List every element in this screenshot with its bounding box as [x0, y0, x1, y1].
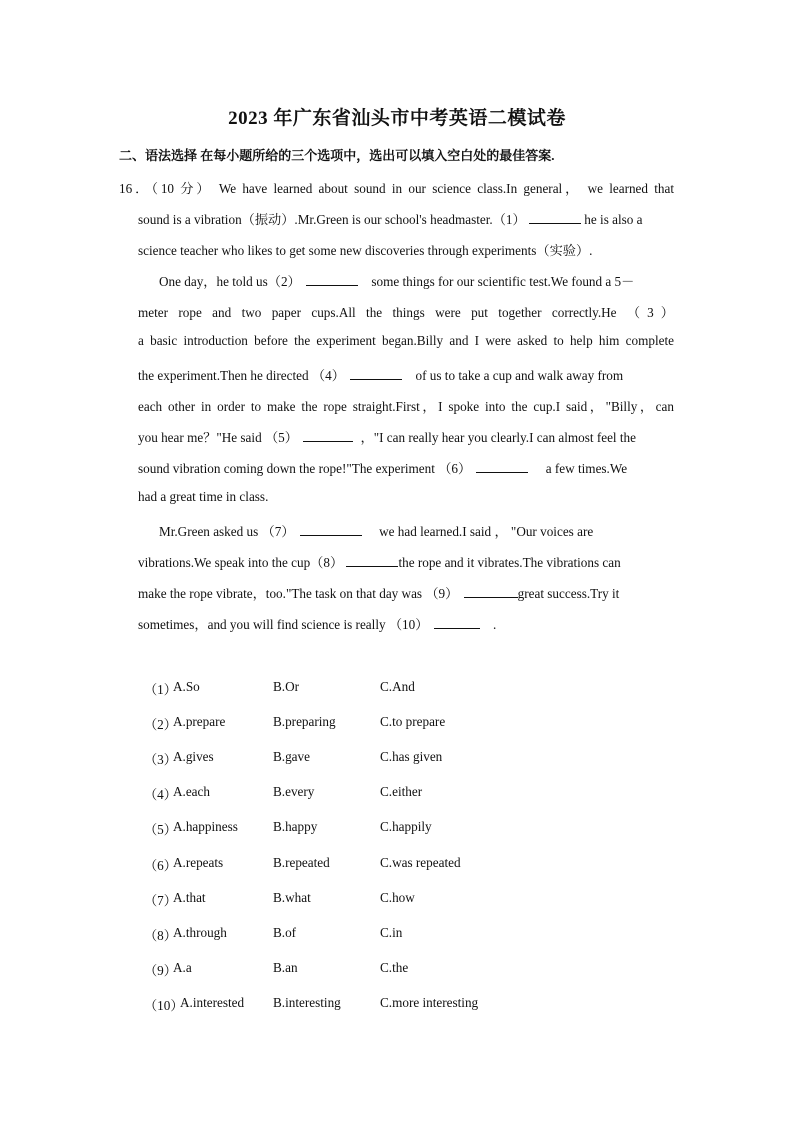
section-heading: 二、语法选择 在每小题所给的三个选项中，选出可以填入空白处的最佳答案. [119, 148, 555, 163]
answer-blank-6[interactable] [476, 460, 528, 473]
option-a[interactable]: A.each [173, 784, 210, 799]
option-b[interactable]: B.repeated [273, 855, 330, 870]
option-a[interactable]: A.happiness [173, 819, 238, 834]
passage-line: sound vibration coming down the rope!"The experiment （6） a few times.We [138, 461, 628, 476]
passage-line: had a great time in class. [138, 489, 269, 504]
answer-blank-8[interactable] [346, 554, 398, 567]
passage-line: you hear me？"He said （5） ，"I can really hear you clearly.I can almost feel the [138, 430, 636, 445]
answer-blank-10[interactable] [434, 616, 480, 629]
option-b[interactable]: B.gave [273, 749, 310, 764]
option-b[interactable]: B.Or [273, 679, 300, 694]
option-a[interactable]: A.that [173, 890, 206, 905]
passage-line: meter rope and two paper cups.All the things were put together correctly.He （3） [138, 305, 674, 320]
exam-page: 2023 年广东省汕头市中考英语二模试卷 二、语法选择 在每小题所给的三个选项中，选出可以填入空白处的最佳答案. 16．（10 分） We have learned about sound in our science class.In general， we learned that sound is a vibration（振动）.Mr.Green is our school's headmaster.（1） he is also a science teacher who likes to get some new discoveries through experiments（实验）. One day，he told us（2） some things for our scientific test.We found a 5－ meter rope and two paper cups.All the things were put together correctly.He （3） a basic introduction before the experiment began.Billy and I were asked to help him complete the experiment.Then he directed （4） of us to take a cup and walk away from each other in order to make the rope straight.First，I spoke into the cup.I said，"Billy，can you hear me？"He said （5） ，"I can really hear you clearly.I can almost feel the sound vibration coming down the rope!"The experiment （6） a few times.We had a great time in class. Mr.Green asked us （7） we had learned.I said ， "Our voices are vibrations.We speak into the cup（8） the rope and it vibrates.The vibrations can make the rope vibrate，too."The task on that day was （9） great success.Try it sometimes，and you will find science is really （10） . （1） A.So B.Or C.And （2） A.prepare B.preparing C.to prepare （3） A.gives B.gave C.has given （4） A.each B.every C.either （5） A.happiness B.happy C.happily （6） A.repeats B.repeated C.was repeated （7） A.that B.what C.how （8） A.through B.of C.in （9） A.a B.an C.the （10） A.interested B.interesting C.more interesting [0, 0, 794, 1123]
page-title: 2023 年广东省汕头市中考英语二模试卷 [228, 108, 566, 129]
passage-line: make the rope vibrate，too."The task on that day was （9） great success.Try it [138, 586, 620, 601]
option-a[interactable]: A.repeats [173, 855, 224, 870]
option-c[interactable]: C.And [380, 679, 415, 694]
answer-blank-7[interactable] [300, 523, 362, 536]
passage-line: science teacher who likes to get some new discoveries through experiments（实验）. [138, 243, 593, 258]
option-a[interactable]: A.So [173, 679, 200, 694]
answer-blank-1[interactable] [529, 211, 581, 224]
option-c[interactable]: C.how [380, 890, 415, 905]
option-c[interactable]: C.in [380, 925, 403, 940]
option-b[interactable]: B.every [273, 784, 315, 799]
answer-blank-5[interactable] [303, 429, 353, 442]
option-c[interactable]: C.was repeated [380, 855, 461, 870]
option-a[interactable]: A.gives [173, 749, 214, 764]
option-b[interactable]: B.happy [273, 819, 318, 834]
answer-blank-2[interactable] [306, 273, 358, 286]
passage-line: a basic introduction before the experiment began.Billy and I were asked to help him complete [138, 333, 674, 348]
question-score: （10 分） [151, 181, 213, 196]
passage-line: the experiment.Then he directed （4） of us to take a cup and walk away from [138, 368, 624, 383]
passage-line: vibrations.We speak into the cup（8） the rope and it vibrates.The vibrations can [138, 555, 621, 570]
option-c[interactable]: C.has given [380, 749, 443, 764]
option-a[interactable]: A.interested [180, 995, 245, 1010]
option-b[interactable]: B.interesting [273, 995, 341, 1010]
option-a[interactable]: A.a [173, 960, 192, 975]
passage-line: Mr.Green asked us （7） we had learned.I said ， "Our voices are [159, 524, 594, 539]
passage-line: each other in order to make the rope straight.First，I spoke into the cup.I said，"Billy，can [138, 399, 674, 414]
passage-line: 16．（10 分） We have learned about sound in our science class.In general， we learned that [119, 181, 675, 196]
passage-line: sometimes，and you will find science is really （10） . [138, 617, 497, 632]
passage-line: sound is a vibration（振动）.Mr.Green is our school's headmaster.（1） he is also a [138, 212, 643, 227]
answer-blank-4[interactable] [350, 367, 402, 380]
option-c[interactable]: C.either [380, 784, 423, 799]
option-a[interactable]: A.through [173, 925, 227, 940]
question-number: 16． [119, 181, 152, 196]
option-b[interactable]: B.of [273, 925, 297, 940]
option-c[interactable]: C.the [380, 960, 409, 975]
passage-line: One day，he told us（2） some things for our scientific test.We found a 5－ [159, 274, 635, 289]
option-c[interactable]: C.more interesting [380, 995, 479, 1010]
option-b[interactable]: B.what [273, 890, 311, 905]
option-b[interactable]: B.preparing [273, 714, 336, 729]
option-c[interactable]: C.to prepare [380, 714, 446, 729]
option-c[interactable]: C.happily [380, 819, 432, 834]
option-b[interactable]: B.an [273, 960, 298, 975]
option-a[interactable]: A.prepare [173, 714, 226, 729]
answer-blank-9[interactable] [464, 585, 518, 598]
